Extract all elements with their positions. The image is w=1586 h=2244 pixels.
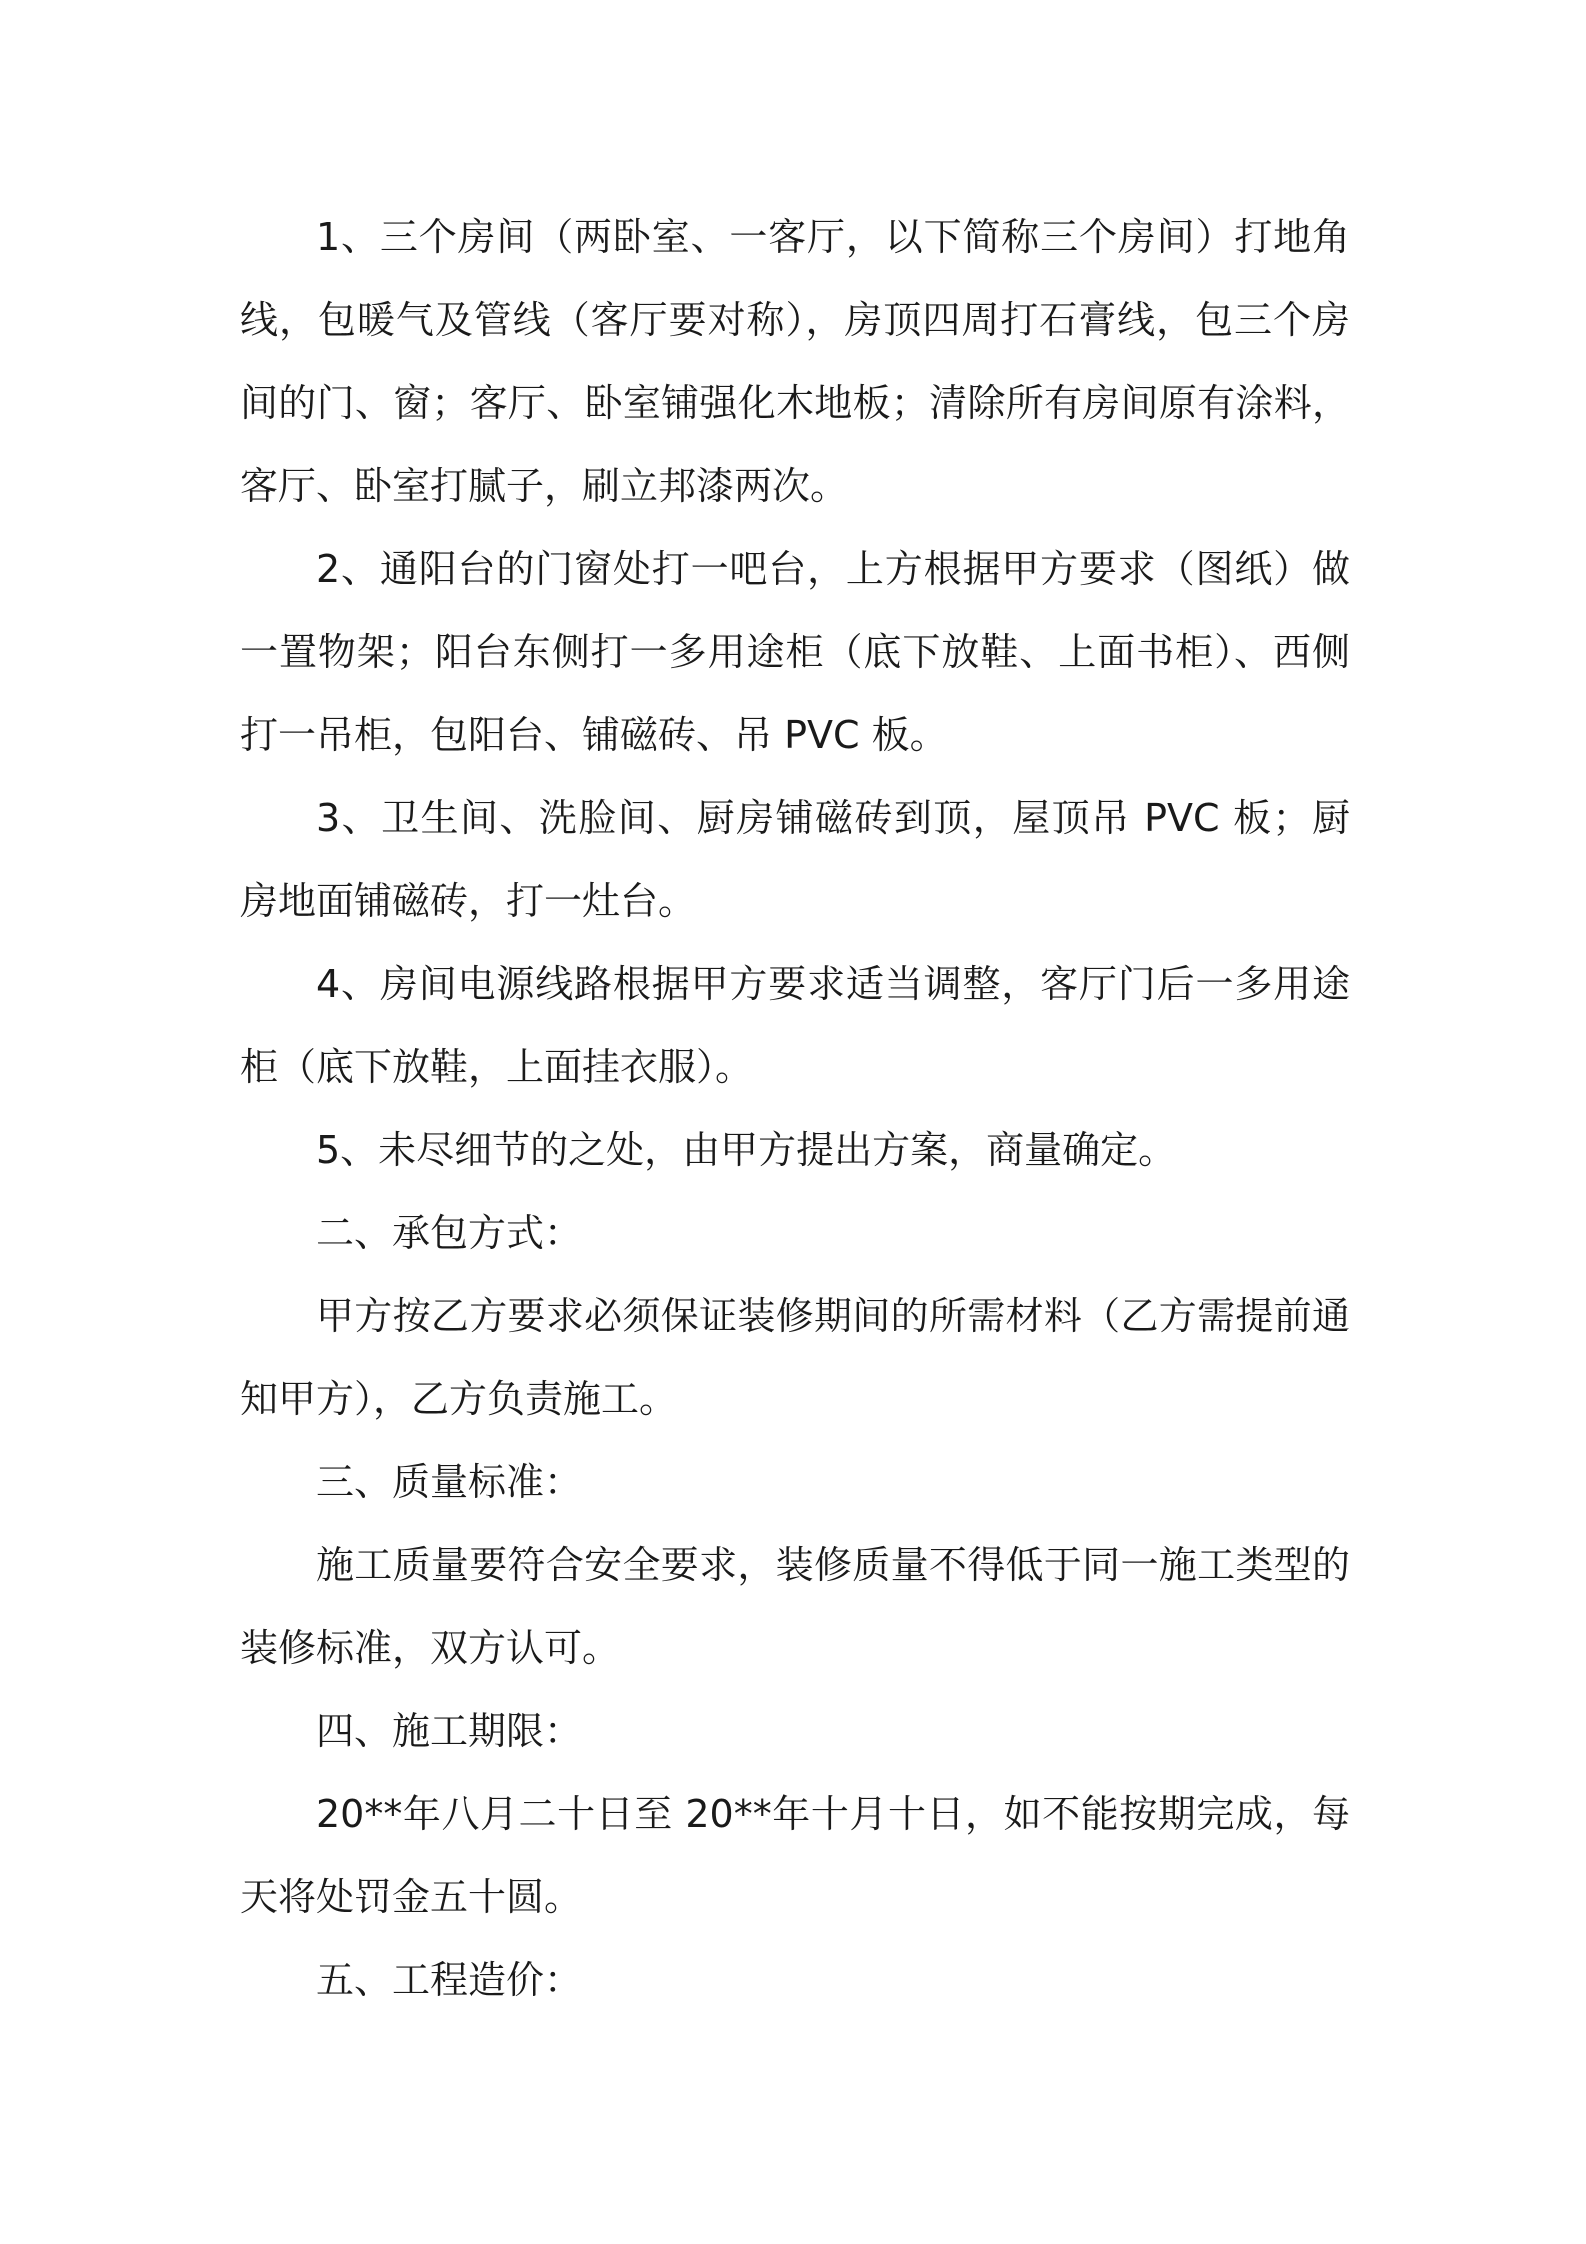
construction-period-paragraph: 20**年八月二十日至 20**年十月十日，如不能按期完成，每天将处罚金五十圆。 (240, 1792, 1350, 1919)
clause-1-paragraph: 1、三个房间（两卧室、一客厅，以下简称三个房间）打地角线，包暖气及管线（客厅要对称），房顶四周打石膏线，包三个房间的门、窗；客厅、卧室铺强化木地板；清除所有房间原有涂料，客厅、卧室打腻子，刷立邦漆两次。 (240, 215, 1350, 508)
section-heading-contract-method: 二、承包方式： (316, 1211, 583, 1255)
section-heading-construction-period: 四、施工期限： (316, 1709, 583, 1753)
clause-3-paragraph: 3、卫生间、洗脸间、厨房铺磁砖到顶，屋顶吊 PVC 板；厨房地面铺磁砖，打一灶台。 (240, 796, 1350, 923)
clause-5-paragraph: 5、未尽细节的之处，由甲方提出方案，商量确定。 (316, 1128, 1177, 1172)
quality-standard-paragraph: 施工质量要符合安全要求，装修质量不得低于同一施工类型的装修标准，双方认可。 (240, 1543, 1350, 1670)
section-heading-quality-standard: 三、质量标准： (316, 1460, 583, 1504)
contract-method-paragraph: 甲方按乙方要求必须保证装修期间的所需材料（乙方需提前通知甲方），乙方负责施工。 (240, 1294, 1350, 1421)
clause-2-paragraph: 2、通阳台的门窗处打一吧台，上方根据甲方要求（图纸）做一置物架；阳台东侧打一多用途柜（底下放鞋、上面书柜）、西侧打一吊柜，包阳台、铺磁砖、吊 PVC 板。 (240, 547, 1350, 757)
clause-4-paragraph: 4、房间电源线路根据甲方要求适当调整，客厅门后一多用途柜（底下放鞋，上面挂衣服）。 (240, 962, 1350, 1089)
section-heading-project-cost: 五、工程造价： (316, 1958, 583, 2002)
document-body (240, 196, 1350, 2022)
